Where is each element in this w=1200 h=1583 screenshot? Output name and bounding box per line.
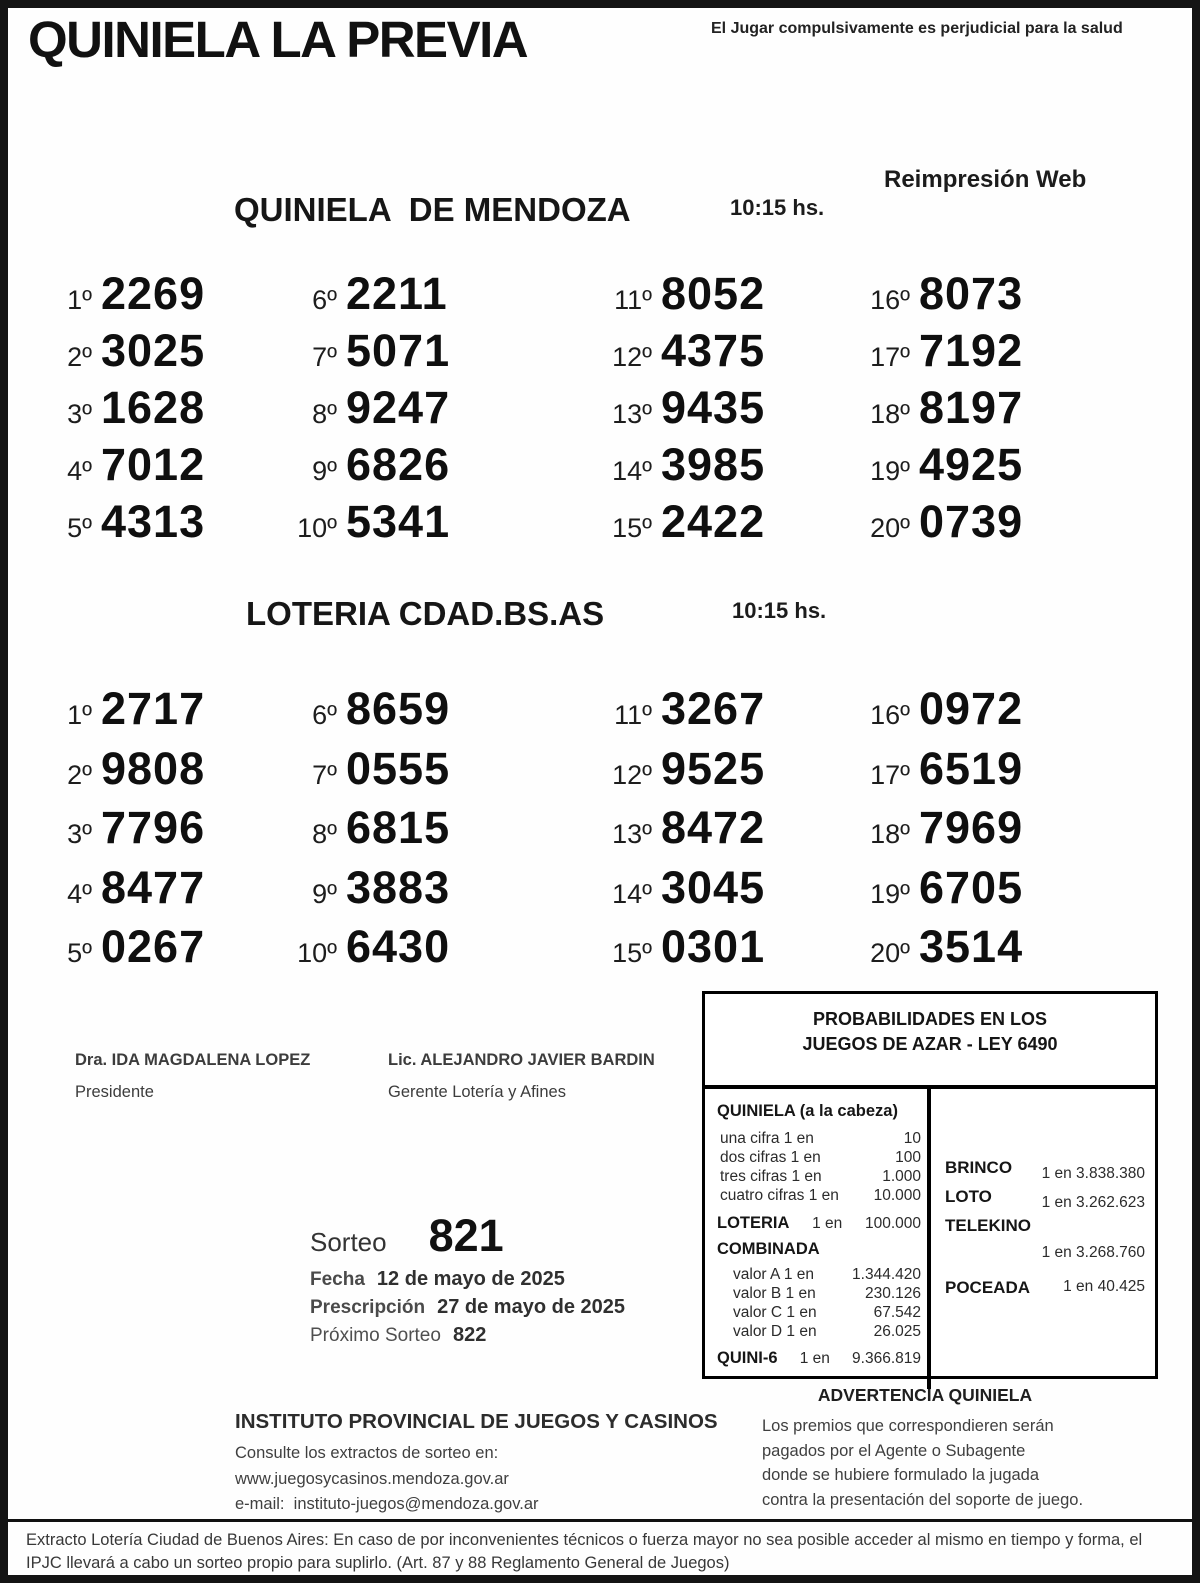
bsas-results-column-3 [592,683,854,984]
odds-row [733,1284,921,1303]
odds-label: valor B 1 en [733,1285,816,1302]
odds-value: 230.126 [864,1285,921,1302]
odds-value: 10.000 [873,1187,921,1204]
result-number: 1628 [101,382,206,433]
position-label: 15º [612,938,652,968]
result-cell [592,861,854,925]
result-number: 3025 [101,325,206,376]
bsas-results-column-4 [850,683,1112,984]
position-label: 3º [67,399,92,429]
result-cell [277,439,539,499]
result-cell [850,268,1112,328]
reimpresion-web-label: Reimpresión Web [884,166,1087,193]
signature-block-presidente [75,1050,310,1102]
sorteo-info-block [310,1210,640,1348]
result-cell [277,861,539,925]
probabilidades-body [705,1089,1155,1389]
instituto-line: Consulte los extractos de sorteo en: [235,1444,499,1462]
proximo-sorteo-label: Próximo Sorteo [310,1325,441,1346]
game-name: LOTO [945,1187,992,1206]
probabilidades-title-line2: JUEGOS DE AZAR - LEY 6490 [802,1034,1058,1054]
position-label: 12º [612,759,652,790]
game-name: TELEKINO [945,1216,1031,1235]
result-number: 2211 [346,268,448,319]
position-label: 6º [312,285,337,315]
odds-label: valor D 1 en [733,1323,817,1340]
game-odds: 1 en 3.838.380 [1041,1165,1145,1182]
position-label: 4º [67,456,92,486]
odds-row [733,1303,921,1322]
position-label: 15º [612,513,652,543]
result-cell [850,742,1112,806]
probabilidades-title [705,994,1155,1089]
advertencia-line: pagados por el Agente o Subagente [762,1441,1026,1460]
result-cell [32,683,294,746]
instituto-contact [235,1441,735,1518]
quini6-value: 9.366.819 [852,1350,921,1367]
result-cell [32,861,294,925]
result-cell [850,382,1112,442]
result-cell [277,325,539,385]
mendoza-results-column-1 [32,268,294,556]
result-number: 2269 [101,268,206,319]
result-number: 2717 [101,683,206,734]
result-cell [277,742,539,806]
position-label: 16º [870,285,910,315]
result-number: 8197 [919,382,1024,433]
loteria-odds-row [717,1213,921,1234]
probabilidades-right-column [931,1089,1155,1389]
game-odds: 1 en 3.262.623 [1041,1194,1145,1211]
result-number: 0972 [919,683,1024,734]
result-number: 7012 [101,439,206,490]
result-cell [850,921,1112,984]
quiniela-odds-rows [717,1129,921,1205]
sorteo-number: 821 [428,1210,504,1261]
result-cell [592,921,854,984]
section-bsas-time: 10:15 hs. [732,598,827,623]
result-cell [32,325,294,385]
advertencia-line: Los premios que correspondieren serán [762,1417,1054,1435]
result-number: 3985 [661,439,766,490]
result-number: 6705 [919,861,1024,913]
result-number: 0267 [101,921,206,972]
position-label: 19º [870,456,910,486]
position-label: 9º [312,878,337,909]
result-number: 0301 [661,921,766,972]
result-number: 8659 [346,683,451,734]
odds-value: 26.025 [873,1323,921,1340]
position-label: 13º [612,399,652,429]
result-cell [850,439,1112,499]
mendoza-results-column-3 [592,268,854,556]
proximo-sorteo-row [310,1323,640,1348]
result-cell [592,325,854,385]
result-number: 3883 [346,861,451,913]
result-cell [277,496,539,556]
fecha-value: 12 de mayo de 2025 [376,1268,565,1290]
odds-label: tres cifras 1 en [720,1168,822,1185]
result-number: 7796 [101,802,206,853]
odds-value: 67.542 [873,1304,921,1321]
health-warning: El Jugar compulsivamente es perjudicial para la salud [711,20,1123,37]
result-cell [850,496,1112,556]
position-label: 5º [67,513,92,543]
signer-role: Presidente [75,1083,154,1101]
odds-label: valor A 1 en [733,1266,815,1283]
game-odds-loto [945,1187,1145,1212]
advertencia-block [740,1385,1164,1512]
position-label: 1º [67,285,92,315]
game-odds-poceada [945,1278,1145,1298]
quini6-mid: 1 en [799,1350,830,1367]
instituto-email: e-mail: instituto-juegos@mendoza.gov.ar [235,1495,539,1513]
game-odds: 1 en 40.425 [1063,1278,1145,1295]
result-number: 3267 [661,683,766,734]
result-cell [32,921,294,984]
odds-row [720,1186,921,1205]
position-label: 2º [67,759,92,790]
odds-value: 100 [895,1149,921,1166]
section-mendoza-title: QUINIELA DE MENDOZA [234,191,631,228]
result-number: 5071 [346,325,451,376]
result-cell [32,439,294,499]
odds-label: dos cifras 1 en [720,1149,821,1166]
fecha-row [310,1267,640,1292]
result-cell [592,802,854,865]
result-cell [592,382,854,442]
result-number: 4313 [101,496,206,547]
probabilidades-box [702,991,1158,1379]
position-label: 16º [870,700,910,730]
result-number: 8052 [661,268,766,319]
odds-row [720,1129,921,1148]
signer-name: Lic. ALEJANDRO JAVIER BARDIN [388,1051,655,1069]
section-mendoza-time: 10:15 hs. [730,195,825,220]
result-cell [592,439,854,499]
result-number: 4375 [661,325,766,376]
result-cell [32,802,294,865]
result-number: 2422 [661,496,766,547]
prescripcion-label: Prescripción [310,1297,426,1318]
position-label: 8º [312,399,337,429]
result-number: 6826 [346,439,451,490]
position-label: 10º [297,938,337,968]
odds-label: cuatro cifras 1 en [720,1187,839,1204]
loteria-odds-value: 100.000 [864,1215,921,1232]
odds-row [733,1322,921,1341]
position-label: 17º [870,342,910,372]
odds-label: una cifra 1 en [720,1130,814,1147]
odds-label: valor C 1 en [733,1304,817,1321]
game-name: POCEADA [945,1278,1031,1297]
result-cell [592,268,854,328]
position-label: 9º [312,456,337,486]
instituto-website: www.juegosycasinos.mendoza.gov.ar [235,1469,509,1488]
result-cell [32,268,294,328]
game-name: BRINCO [945,1158,1013,1177]
bsas-results-column-1 [32,683,294,984]
fecha-label: Fecha [310,1269,365,1290]
position-label: 4º [67,878,92,909]
result-cell [277,683,539,746]
result-number: 5341 [346,496,451,547]
result-number: 8477 [101,861,206,913]
position-label: 10º [297,513,337,543]
result-number: 8073 [919,268,1024,319]
advertencia-line: contra la presentación del soporte de juego. [762,1490,1084,1509]
position-label: 3º [67,819,92,849]
position-label: 2º [67,342,92,372]
result-number: 7969 [919,802,1024,853]
advertencia-line: donde se hubiere formulado la jugada [762,1466,1040,1484]
position-label: 20º [870,513,910,543]
result-cell [277,382,539,442]
result-cell [277,802,539,865]
odds-row [733,1265,921,1284]
result-number: 0739 [919,496,1024,547]
position-label: 14º [612,456,652,486]
signature-block-gerente [388,1050,655,1102]
section-bsas-title: LOTERIA CDAD.BS.AS [246,595,605,632]
quini6-odds-row [717,1348,921,1369]
odds-row [720,1148,921,1167]
result-cell [277,921,539,984]
position-label: 6º [312,700,337,730]
position-label: 19º [870,878,910,909]
footer-note-text: Extracto Lotería Ciudad de Buenos Aires: En caso de por inconvenientes técnicos o fuerza mayor no sea posible acceder al mismo en tiempo y forma, el IPJC llevará a cabo un sorteo propio para suplirlo. (Art. 87 y 88 Reglamento General de Juegos) [26,1531,1143,1572]
position-label: 12º [612,342,652,372]
result-cell [592,683,854,746]
position-label: 8º [312,819,337,849]
odds-value: 1.344.420 [852,1266,921,1283]
loteria-odds-label: LOTERIA [717,1214,790,1232]
position-label: 14º [612,878,652,909]
result-number: 9247 [346,382,451,433]
quini6-label: QUINI-6 [717,1349,778,1367]
prescripcion-value: 27 de mayo de 2025 [437,1296,625,1318]
position-label: 11º [614,285,652,315]
result-number: 9808 [101,742,206,794]
instituto-block [235,1410,735,1518]
result-cell [277,268,539,328]
signer-name: Dra. IDA MAGDALENA LOPEZ [75,1051,311,1069]
result-number: 9525 [661,742,766,794]
footer-note-box [8,1519,1192,1575]
result-cell [32,382,294,442]
loteria-odds-mid: 1 en [812,1215,843,1232]
result-cell [592,742,854,806]
sorteo-row [310,1210,640,1261]
result-number: 6815 [346,802,451,853]
result-cell [850,683,1112,746]
result-cell [850,861,1112,925]
proximo-sorteo-value: 822 [452,1324,487,1346]
game-odds: 1 en 3.268.760 [1041,1244,1145,1261]
result-cell [592,496,854,556]
position-label: 20º [870,938,910,968]
result-number: 3514 [919,921,1024,972]
result-number: 6519 [919,742,1024,794]
result-cell [850,802,1112,865]
result-number: 8472 [661,802,766,853]
result-cell [32,742,294,806]
result-number: 9435 [661,382,766,433]
position-label: 11º [614,700,652,730]
game-odds-telekino [945,1216,1145,1262]
advertencia-text [740,1414,1164,1512]
position-label: 17º [870,759,910,790]
probabilidades-left-column [705,1089,931,1389]
mendoza-results-column-4 [850,268,1112,556]
result-number: 6430 [346,921,451,972]
advertencia-title: ADVERTENCIA QUINIELA [817,1385,1033,1405]
page-title: QUINIELA LA PREVIA [28,11,528,68]
signer-role: Gerente Lotería y Afines [388,1083,566,1101]
position-label: 18º [870,399,910,429]
odds-row [720,1167,921,1186]
probabilidades-title-line1: PROBABILIDADES EN LOS [812,1009,1048,1029]
prescripcion-row [310,1295,640,1320]
quiniela-odds-title: QUINIELA (a la cabeza) [717,1102,898,1120]
position-label: 7º [312,342,337,372]
bsas-results-column-2 [277,683,539,984]
result-number: 3045 [661,861,766,913]
sorteo-label: Sorteo [310,1227,387,1257]
result-number: 4925 [919,439,1024,490]
odds-value: 1.000 [882,1168,921,1185]
result-number: 7192 [919,325,1024,376]
combinada-title: COMBINADA [717,1240,820,1258]
instituto-title: INSTITUTO PROVINCIAL DE JUEGOS Y CASINOS [235,1410,718,1433]
result-number: 0555 [346,742,451,794]
position-label: 13º [612,819,652,849]
result-cell [850,325,1112,385]
position-label: 7º [312,759,337,790]
position-label: 18º [870,819,910,849]
mendoza-results-column-2 [277,268,539,556]
odds-value: 10 [903,1130,921,1147]
combinada-odds-rows [717,1265,921,1341]
result-cell [32,496,294,556]
position-label: 5º [67,938,92,968]
game-odds-brinco [945,1158,1145,1183]
position-label: 1º [67,700,92,730]
